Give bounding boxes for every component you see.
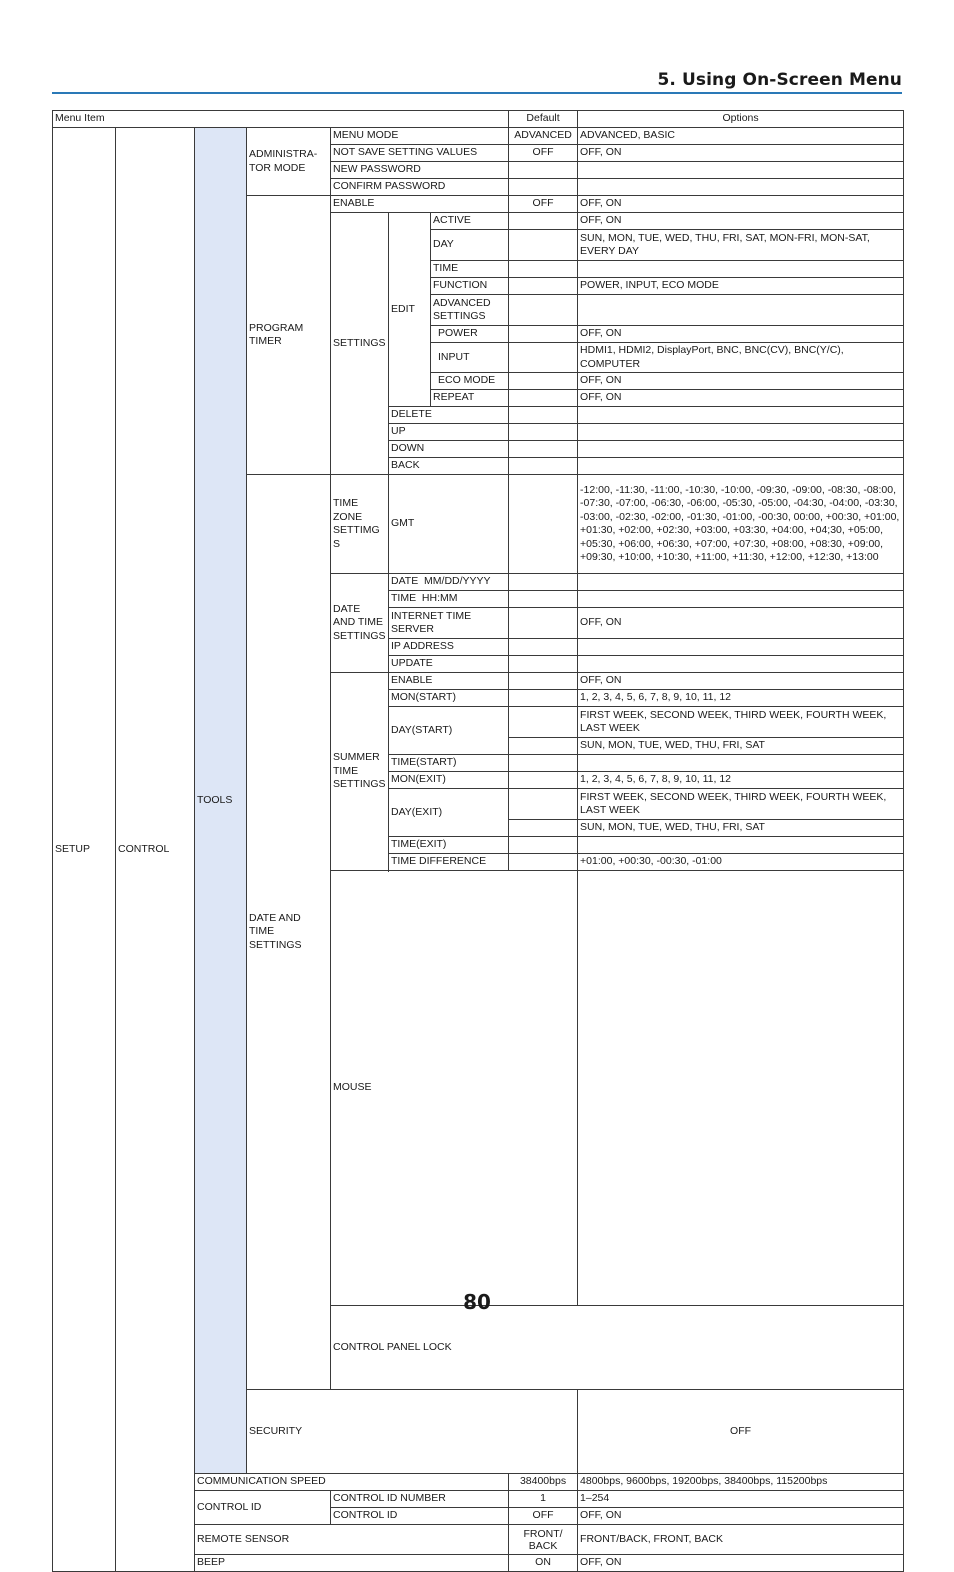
options-value: 1, 2, 3, 4, 5, 6, 7, 8, 9, 10, 11, 12: [578, 772, 904, 789]
menu-table: [52, 110, 904, 1572]
menu-item: ECO MODE: [431, 373, 509, 390]
table-header-row: [53, 111, 904, 128]
header-rule: [52, 92, 902, 94]
options-value: FRONT/BACK, FRONT, BACK: [578, 1525, 904, 1555]
control-id-cell: CONTROL ID: [195, 1491, 331, 1525]
menu-item: TIME: [431, 261, 509, 278]
default-value: [509, 295, 578, 326]
page-number: 80: [463, 1290, 491, 1314]
options-value: OFF, ON: [578, 1555, 904, 1572]
menu-item: TIME DIFFERENCE: [389, 854, 509, 871]
menu-item: REPEAT: [431, 390, 509, 407]
default-value: [509, 656, 578, 673]
default-value: 1: [509, 1491, 578, 1508]
default-value: [509, 707, 578, 738]
options-value: FIRST WEEK, SECOND WEEK, THIRD WEEK, FOURTH WEEK, LAST WEEK: [578, 707, 904, 738]
menu-item: TIME(EXIT): [389, 837, 509, 854]
default-value: ON: [509, 1555, 578, 1572]
menu-item: MON(START): [389, 690, 509, 707]
menu-item: DAY: [431, 230, 509, 261]
control-cell: CONTROL: [116, 128, 195, 1572]
menu-item: MOUSE: [331, 871, 578, 1306]
menu-item: DELETE: [389, 407, 509, 424]
menu-item: IP ADDRESS: [389, 639, 509, 656]
default-value: OFF: [509, 1508, 578, 1525]
default-value: [509, 690, 578, 707]
default-value: [509, 854, 578, 871]
default-value: [509, 261, 578, 278]
default-value: [509, 390, 578, 407]
menu-item: ADVANCED SETTINGS: [431, 295, 509, 326]
options-value: -12:00, -11:30, -11:00, -10:30, -10:00, -09:30, -09:00, -08:30, -08:00, -07:30, -07:00, -06:30, -06:00, -05:30, -05:00, -04:30, -04:00, -03:30, -03:00, -02:30, -02:00, -01:30, -01:00, -00:30, 00:00, +00:30, +01:00, +01:30, +02:00, +02:30, +03:00, +03:30, +04:00, +04;30, +05:00, +05:30, +06:00, +06:30, +07:00, +07:30, +08:00, +08:30, +09:00, +09:30, +10:00, +10:30, +11:00, +11:30, +12:00, +12:30, +13:00: [578, 475, 904, 574]
options-value: [578, 441, 904, 458]
options-value: [578, 295, 904, 326]
default-value: [509, 673, 578, 690]
options-value: OFF, ON: [578, 373, 904, 390]
options-value: [578, 261, 904, 278]
default-value: [509, 343, 578, 373]
menu-item: CONFIRM PASSWORD: [331, 179, 509, 196]
options-value: [578, 179, 904, 196]
menu-item: NOT SAVE SETTING VALUES: [331, 145, 509, 162]
default-value: [509, 820, 578, 837]
menu-item: NEW PASSWORD: [331, 162, 509, 179]
default-value: [578, 871, 904, 1306]
menu-item: GMT: [389, 475, 509, 574]
default-value: 38400bps: [509, 1474, 578, 1491]
options-value: [578, 162, 904, 179]
section-title: 5. Using On-Screen Menu: [657, 70, 902, 90]
edit-cell: EDIT: [389, 213, 431, 407]
options-value: POWER, INPUT, ECO MODE: [578, 278, 904, 295]
options-value: [578, 424, 904, 441]
default-value: [509, 278, 578, 295]
default-value: [509, 608, 578, 639]
menu-item: ACTIVE: [431, 213, 509, 230]
options-value: FIRST WEEK, SECOND WEEK, THIRD WEEK, FOURTH WEEK, LAST WEEK: [578, 789, 904, 820]
menu-item: REMOTE SENSOR: [195, 1525, 509, 1555]
tools-cell: TOOLS: [195, 128, 247, 1474]
default-value: FRONT/ BACK: [509, 1525, 578, 1555]
default-value: [509, 179, 578, 196]
options-value: HDMI1, HDMI2, DisplayPort, BNC, BNC(CV), BNC(Y/C), COMPUTER: [578, 343, 904, 373]
options-value: OFF, ON: [578, 213, 904, 230]
menu-item: UP: [389, 424, 509, 441]
menu-item: CONTROL ID NUMBER: [331, 1491, 509, 1508]
options-value: [578, 407, 904, 424]
options-value: OFF, ON: [578, 145, 904, 162]
options-value: [578, 591, 904, 608]
options-value: [578, 458, 904, 475]
options-value: OFF, ON: [578, 608, 904, 639]
default-value: [509, 326, 578, 343]
default-value: [509, 837, 578, 854]
menu-item: FUNCTION: [431, 278, 509, 295]
default-value: [509, 458, 578, 475]
menu-item: DOWN: [389, 441, 509, 458]
menu-item: BEEP: [195, 1555, 509, 1572]
options-value: OFF, ON: [578, 1508, 904, 1525]
setup-cell: SETUP: [53, 128, 116, 1572]
default-value: [509, 475, 578, 574]
default-value: [509, 789, 578, 820]
default-value: ADVANCED: [509, 128, 578, 145]
menu-item: CONTROL ID: [331, 1508, 509, 1525]
table-row: [53, 128, 904, 145]
menu-item: SECURITY: [247, 1390, 578, 1474]
default-value: [509, 373, 578, 390]
menu-item: DAY(EXIT): [389, 789, 509, 837]
default-value: [509, 639, 578, 656]
menu-item: DATE MM/DD/YYYY: [389, 574, 509, 591]
menu-item: CONTROL PANEL LOCK: [331, 1306, 904, 1390]
column-header-menu-item: Menu Item: [53, 111, 509, 128]
default-value: [509, 424, 578, 441]
default-value: [509, 738, 578, 755]
menu-item: INPUT: [431, 343, 509, 373]
default-value: [509, 407, 578, 424]
options-value: 4800bps, 9600bps, 19200bps, 38400bps, 115200bps: [578, 1474, 904, 1491]
options-value: OFF, ON: [578, 196, 904, 213]
default-value: [509, 230, 578, 261]
options-value: [578, 639, 904, 656]
admin-mode-cell: ADMINISTRA- TOR MODE: [247, 128, 331, 196]
options-value: [578, 755, 904, 772]
options-value: [578, 656, 904, 673]
date-time-settings-cell: DATE AND TIME SETTINGS: [247, 475, 331, 1390]
options-value: OFF, ON: [578, 390, 904, 407]
options-value: SUN, MON, TUE, WED, THU, FRI, SAT, MON-FRI, MON-SAT, EVERY DAY: [578, 230, 904, 261]
options-value: [578, 574, 904, 591]
program-timer-cell: PROGRAM TIMER: [247, 196, 331, 475]
options-value: 1, 2, 3, 4, 5, 6, 7, 8, 9, 10, 11, 12: [578, 690, 904, 707]
default-value: [509, 162, 578, 179]
default-value: OFF: [578, 1390, 904, 1474]
options-value: +01:00, +00:30, -00:30, -01:00: [578, 854, 904, 871]
default-value: [509, 441, 578, 458]
options-value: 1–254: [578, 1491, 904, 1508]
menu-item: DAY(START): [389, 707, 509, 755]
menu-item: ENABLE: [389, 673, 509, 690]
menu-item: BACK: [389, 458, 509, 475]
default-value: [509, 213, 578, 230]
options-value: ADVANCED, BASIC: [578, 128, 904, 145]
default-value: [509, 574, 578, 591]
options-value: [578, 837, 904, 854]
menu-item: MON(EXIT): [389, 772, 509, 789]
options-value: SUN, MON, TUE, WED, THU, FRI, SAT: [578, 738, 904, 755]
settings-cell: SETTINGS: [331, 213, 389, 475]
menu-item: POWER: [431, 326, 509, 343]
menu-item: TIME HH:MM: [389, 591, 509, 608]
column-header-options: Options: [578, 111, 904, 128]
menu-item: UPDATE: [389, 656, 509, 673]
menu-item: INTERNET TIME SERVER: [389, 608, 509, 639]
options-value: OFF, ON: [578, 326, 904, 343]
time-zone-settings-cell: TIME ZONE SETTIMGS: [331, 475, 389, 574]
default-value: OFF: [509, 196, 578, 213]
menu-item: MENU MODE: [331, 128, 509, 145]
default-value: [509, 591, 578, 608]
options-value: OFF, ON: [578, 673, 904, 690]
default-value: [509, 772, 578, 789]
options-value: SUN, MON, TUE, WED, THU, FRI, SAT: [578, 820, 904, 837]
summer-time-settings-cell: SUMMER TIME SETTINGS: [331, 673, 389, 871]
menu-item: ENABLE: [331, 196, 509, 213]
default-value: [509, 755, 578, 772]
default-value: OFF: [509, 145, 578, 162]
date-and-time-settings-cell: DATE AND TIME SETTINGS: [331, 574, 389, 673]
column-header-default: Default: [509, 111, 578, 128]
menu-item: COMMUNICATION SPEED: [195, 1474, 509, 1491]
menu-item: TIME(START): [389, 755, 509, 772]
